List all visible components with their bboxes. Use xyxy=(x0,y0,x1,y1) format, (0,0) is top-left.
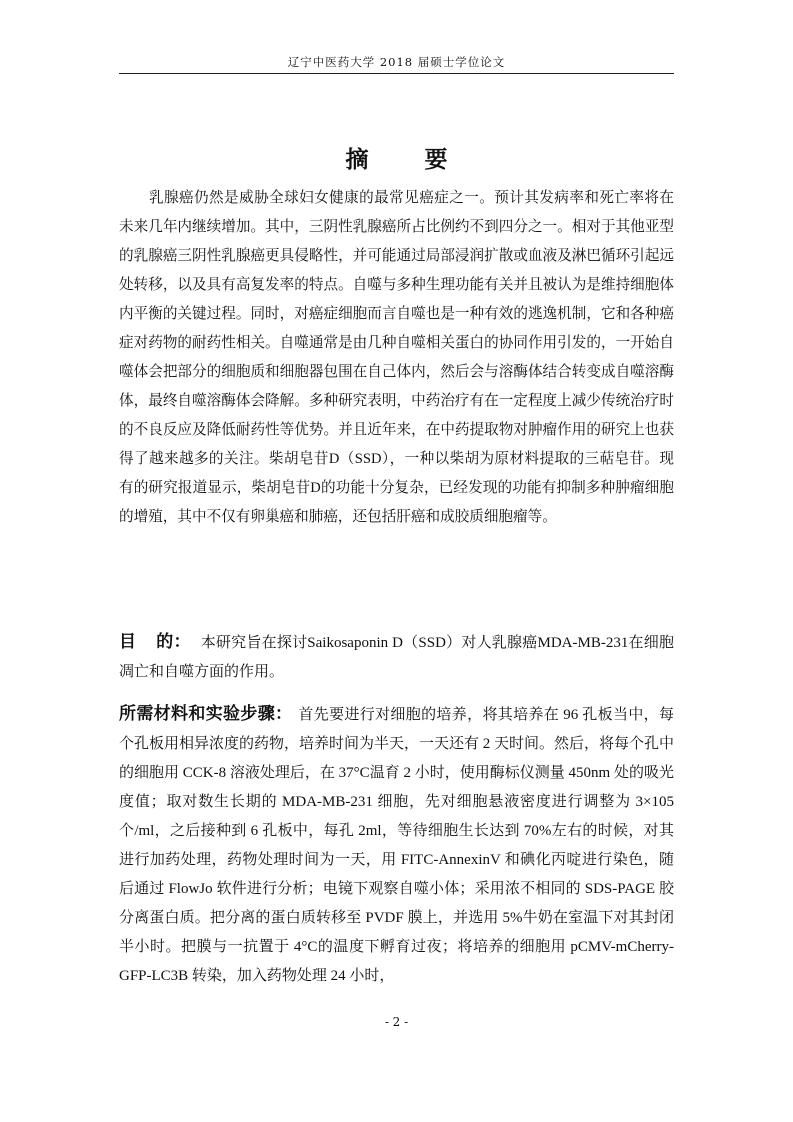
methods-label: 所需材料和实验步骤： xyxy=(119,704,293,724)
methods-text: 首先要进行对细胞的培养，将其培养在 96 孔板当中，每个孔板用相异浓度的药物，培养时间为半天，一天还有 2 天时间。然后，将每个孔中的细胞用 CCK-8 溶液处理后，在 37°C温育 2 小时，使用酶标仪测量 450nm 处的吸光度值；取对数生长期的 MDA-MB-231 细胞，先对细胞悬液密度进行调整为 3×105 个/ml，之后接种到 6 孔板中，每孔 2ml，等待细胞生长达到 70%左右的时候，对其进行加药处理，药物处理时间为一天，用 FITC-AnnexinV 和碘化丙啶进行染色，随后通过 FlowJo 软件进行分析；电镜下观察自噬小体；采用浓不相同的 SDS-PAGE 胶分离蛋白质。把分离的蛋白质转移至 PVDF 膜上，并选用 5%牛奶在室温下对其封闭半小时。把膜与一抗置于 4°C的温度下孵育过夜；将培养的细胞用 pCMV-mCherry-GFP-LC3B 转染，加入药物处理 24 小时， xyxy=(119,707,675,984)
aim-label: 目 xyxy=(119,632,157,652)
aim-label-tail: 的： xyxy=(156,632,191,652)
aim-text: 本研究旨在探讨Saikosaponin D（SSD）对人乳腺癌MDA-MB-231在细胞凋亡和自噬方面的作用。 xyxy=(119,635,675,680)
aim-paragraph xyxy=(119,628,674,687)
running-header: 辽宁中医药大学 2018 届硕士学位论文 xyxy=(287,55,506,69)
header-rule xyxy=(119,73,674,74)
abstract-title: 摘 要 xyxy=(345,146,472,173)
page-number: - 2 - xyxy=(384,1015,409,1029)
abstract-intro-paragraph: 乳腺癌仍然是威胁全球妇女健康的最常见癌症之一。预计其发病率和死亡率将在未来几年内继续增加。其中，三阴性乳腺癌所占比例约不到四分之一。相对于其他亚型的乳腺癌三阴性乳腺癌更具侵略性，并可能通过局部浸润扩散或血液及淋巴循环引起远处转移，以及具有高复发率的特点。自噬与多种生理功能有关并且被认为是维持细胞体内平衡的关键过程。同时，对癌症细胞而言自噬也是一种有效的逃逸机制，它和各种癌症对药物的耐药性相关。自噬通常是由几种自噬相关蛋白的协同作用引发的，一开始自噬体会把部分的细胞质和细胞器包围在自己体内，然后会与溶酶体结合转变成自噬溶酶体，最终自噬溶酶体会降解。多种研究表明，中药治疗有在一定程度上减少传统治疗时的不良反应及降低耐药性等优势。并且近年来，在中药提取物对肿瘤作用的研究上也获得了越来越多的关注。柴胡皂苷D（SSD），一种以柴胡为原材料提取的三萜皂苷。现有的研究报道显示，柴胡皂苷D的功能十分复杂，已经发现的功能有抑制多种肿瘤细胞的增殖，其中不仅有卵巢癌和肺癌，还包括肝癌和成胶质细胞瘤等。 xyxy=(119,190,674,525)
methods-paragraph xyxy=(119,700,674,991)
